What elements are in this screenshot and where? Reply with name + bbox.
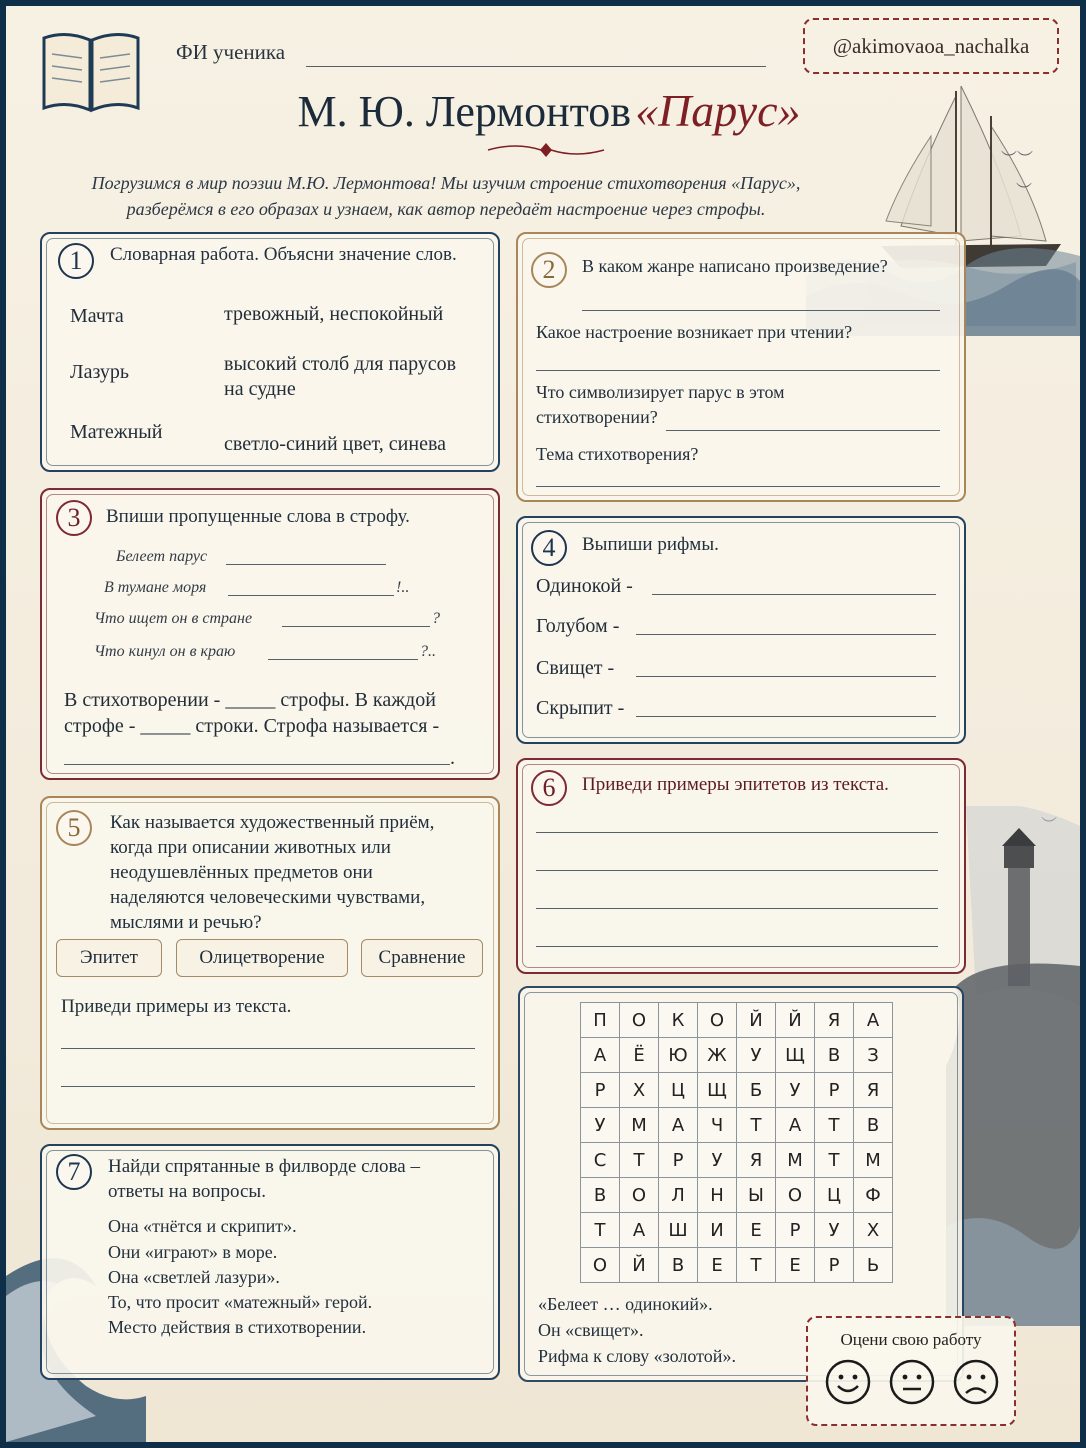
rhyme-word: Голубом - [536, 615, 620, 637]
grid-cell[interactable]: Ю [659, 1038, 698, 1073]
grid-cell[interactable]: Ч [698, 1108, 737, 1143]
grid-cell[interactable]: Т [737, 1108, 776, 1143]
grid-cell[interactable]: Ф [854, 1178, 893, 1213]
grid-cell[interactable]: М [854, 1143, 893, 1178]
stanza-line: Что ищет он в стране [94, 610, 253, 627]
task-5-number: 5 [56, 810, 92, 846]
clue: Она «светлей лазури». [108, 1267, 280, 1287]
grid-cell[interactable]: В [854, 1108, 893, 1143]
grid-cell[interactable]: Ь [854, 1248, 893, 1283]
grid-cell[interactable]: О [620, 1178, 659, 1213]
self-rating-box [806, 1316, 1016, 1426]
rhyme-word: Одинокой - [536, 575, 633, 597]
clue: Рифма к слову «золотой». [538, 1346, 736, 1366]
grid-cell[interactable]: Т [815, 1108, 854, 1143]
self-rating-title: Оцени свою работу [840, 1330, 982, 1349]
answer-line[interactable] [536, 370, 940, 371]
rhyme-line[interactable] [652, 594, 936, 595]
grid-cell[interactable]: В [659, 1248, 698, 1283]
student-name-label: ФИ ученика [176, 40, 286, 64]
grid-cell[interactable]: А [854, 1003, 893, 1038]
grid-cell[interactable]: А [581, 1038, 620, 1073]
answer-line[interactable] [536, 908, 938, 909]
rhyme-line[interactable] [636, 716, 936, 717]
grid-cell[interactable]: К [659, 1003, 698, 1038]
rhyme-word: Свищет - [536, 657, 615, 679]
task-2-number: 2 [531, 252, 567, 288]
task-4-number: 4 [531, 530, 567, 566]
grid-cell[interactable]: Щ [698, 1073, 737, 1108]
grid-cell[interactable]: Л [659, 1178, 698, 1213]
neutral-face-icon[interactable] [888, 1358, 936, 1406]
fill-blank[interactable] [268, 659, 418, 660]
option-comparison[interactable]: Сравнение [361, 939, 483, 977]
grid-cell[interactable]: Й [737, 1003, 776, 1038]
seagull-icon: ︶ [1016, 183, 1033, 200]
grid-cell[interactable]: Ё [620, 1038, 659, 1073]
grid-cell[interactable]: Ж [698, 1038, 737, 1073]
grid-cell[interactable]: Р [776, 1213, 815, 1248]
wordsearch-grid [580, 1002, 893, 1283]
grid-cell[interactable]: Т [620, 1143, 659, 1178]
grid-cell[interactable]: Т [815, 1143, 854, 1178]
stanza-ending: ? [432, 610, 440, 627]
vocab-meaning: светло-синий цвет, синева [224, 433, 447, 455]
grid-cell[interactable]: М [620, 1108, 659, 1143]
lighthouse-cliff-illustration [946, 806, 1080, 1326]
grid-cell[interactable]: Н [698, 1178, 737, 1213]
grid-cell[interactable]: Р [815, 1073, 854, 1108]
grid-cell[interactable]: Х [854, 1213, 893, 1248]
grid-cell[interactable]: Я [815, 1003, 854, 1038]
student-name-line[interactable] [306, 66, 766, 67]
stanza-line: Белеет парус [116, 548, 208, 565]
grid-cell[interactable]: Ц [815, 1178, 854, 1213]
grid-cell[interactable]: У [776, 1073, 815, 1108]
grid-cell[interactable]: У [815, 1213, 854, 1248]
clue: Они «играют» в море. [108, 1242, 278, 1262]
grid-cell[interactable]: В [581, 1178, 620, 1213]
clue: «Белеет … одинокий». [538, 1294, 713, 1314]
grid-cell[interactable]: У [737, 1038, 776, 1073]
rhyme-line[interactable] [636, 634, 936, 635]
fill-blank[interactable] [282, 626, 430, 627]
answer-line[interactable] [536, 486, 940, 487]
answer-line[interactable] [536, 832, 938, 833]
answer-line[interactable] [61, 1086, 475, 1087]
line-count-text: строфе - _____ строки. Строфа называется - [64, 715, 440, 737]
grid-cell[interactable]: Т [581, 1213, 620, 1248]
option-epithet[interactable]: Эпитет [56, 939, 162, 977]
task-3-prompt: Впиши пропущенные слова в строфу. [106, 506, 410, 527]
vocab-word: Лазурь [70, 361, 130, 383]
stanza-line: Что кинул он в краю [94, 643, 236, 660]
clue: Она «тнётся и скрипит». [108, 1216, 297, 1236]
grid-cell[interactable]: Я [737, 1143, 776, 1178]
title-work: «Парус» [635, 85, 801, 136]
intro-text: Погрузимся в мир поэзии М.Ю. Лермонтова! Мы изучим строение стихотворения «Парус», разберёмся в его образах и узнаем, как автор передаёт настроение через строфы. [91, 173, 801, 219]
grid-cell[interactable]: А [776, 1108, 815, 1143]
answer-line[interactable] [666, 430, 940, 431]
grid-cell[interactable]: М [776, 1143, 815, 1178]
task-7-prompt: Найди спрятанные в филворде слова – ответы на вопросы. [108, 1156, 420, 1202]
grid-cell[interactable]: З [854, 1038, 893, 1073]
grid-cell[interactable]: Е [776, 1248, 815, 1283]
genre-question: В каком жанре написано произведение? [582, 256, 888, 276]
grid-cell[interactable]: О [776, 1178, 815, 1213]
grid-cell[interactable]: Й [776, 1003, 815, 1038]
task-1-prompt: Словарная работа. Объясни значение слов. [110, 244, 457, 265]
answer-line[interactable] [536, 870, 938, 871]
theme-question: Тема стихотворения? [536, 444, 699, 464]
fill-blank[interactable] [228, 595, 394, 596]
grid-cell[interactable]: Я [854, 1073, 893, 1108]
answer-line[interactable] [536, 946, 938, 947]
answer-line[interactable] [582, 310, 940, 311]
grid-cell[interactable]: П [581, 1003, 620, 1038]
stanza-ending: !.. [396, 579, 410, 596]
vocab-word: Мачта [70, 305, 124, 327]
grid-cell[interactable]: О [620, 1003, 659, 1038]
title-author: М. Ю. Лермонтов [297, 87, 632, 136]
task-4-prompt: Выпиши рифмы. [582, 534, 719, 555]
seagull-icon: ︶︶ [1001, 151, 1034, 168]
sad-face-icon[interactable] [952, 1358, 1000, 1406]
vocab-word: Матежный [70, 421, 163, 443]
author-handle: @akimovaoa_nachalka [803, 18, 1059, 74]
grid-cell[interactable]: Щ [776, 1038, 815, 1073]
stanza-ending: ?.. [420, 643, 436, 660]
stanza-type-line[interactable] [64, 764, 450, 765]
grid-cell[interactable]: Т [737, 1248, 776, 1283]
task-7-number: 7 [56, 1154, 92, 1190]
task-5-prompt: Как называется художественный приём, когда при описании животных или неодушевлённых предметов они наделяются человеческими чувствами, мыслями и речью? [110, 812, 435, 933]
option-personification[interactable]: Олицетворение [176, 939, 348, 977]
happy-face-icon[interactable] [824, 1358, 872, 1406]
task-1-number: 1 [58, 243, 94, 279]
ornament-divider [486, 140, 606, 160]
stanza-count-text: В стихотворении - _____ строфы. В каждой [64, 689, 436, 711]
clue: То, что просит «матежный» герой. [108, 1292, 373, 1312]
grid-cell[interactable]: Р [659, 1143, 698, 1178]
grid-cell[interactable]: Б [737, 1073, 776, 1108]
rhyme-line[interactable] [636, 676, 936, 677]
grid-cell[interactable]: С [581, 1143, 620, 1178]
worksheet [6, 6, 1080, 1442]
grid-cell[interactable]: Й [620, 1248, 659, 1283]
grid-cell[interactable]: Ц [659, 1073, 698, 1108]
grid-cell[interactable]: Ш [659, 1213, 698, 1248]
task-6-prompt: Приведи примеры эпитетов из текста. [582, 774, 889, 795]
grid-cell[interactable]: Р [815, 1248, 854, 1283]
answer-line[interactable] [61, 1048, 475, 1049]
grid-cell[interactable]: И [698, 1213, 737, 1248]
vocab-meaning: высокий столб для парусов на судне [224, 353, 457, 400]
clue: Место действия в стихотворении. [108, 1317, 367, 1337]
end-dot: . [450, 747, 455, 769]
examples-prompt: Приведи примеры из текста. [61, 996, 292, 1017]
grid-cell[interactable]: А [620, 1213, 659, 1248]
grid-cell[interactable]: Х [620, 1073, 659, 1108]
vocab-meaning: тревожный, неспокойный [224, 303, 444, 325]
grid-cell[interactable]: О [581, 1248, 620, 1283]
fill-blank[interactable] [226, 564, 386, 565]
mood-question: Какое настроение возникает при чтении? [536, 322, 853, 342]
grid-cell[interactable]: А [659, 1108, 698, 1143]
stanza-line: В тумане моря [104, 579, 207, 596]
grid-cell[interactable]: Е [698, 1248, 737, 1283]
clue: Он «свищет». [538, 1320, 644, 1340]
grid-cell[interactable]: О [698, 1003, 737, 1038]
grid-cell[interactable]: Р [581, 1073, 620, 1108]
task-3-number: 3 [56, 500, 92, 536]
grid-cell[interactable]: Ы [737, 1178, 776, 1213]
page-title [6, 84, 1080, 137]
symbol-question: Что символизирует парус в этом стихотворении? [536, 382, 785, 427]
grid-cell[interactable]: В [815, 1038, 854, 1073]
grid-cell[interactable]: У [698, 1143, 737, 1178]
grid-cell[interactable]: Е [737, 1213, 776, 1248]
task-6-number: 6 [531, 770, 567, 806]
rhyme-word: Скрыпит - [536, 697, 625, 719]
grid-cell[interactable]: У [581, 1108, 620, 1143]
